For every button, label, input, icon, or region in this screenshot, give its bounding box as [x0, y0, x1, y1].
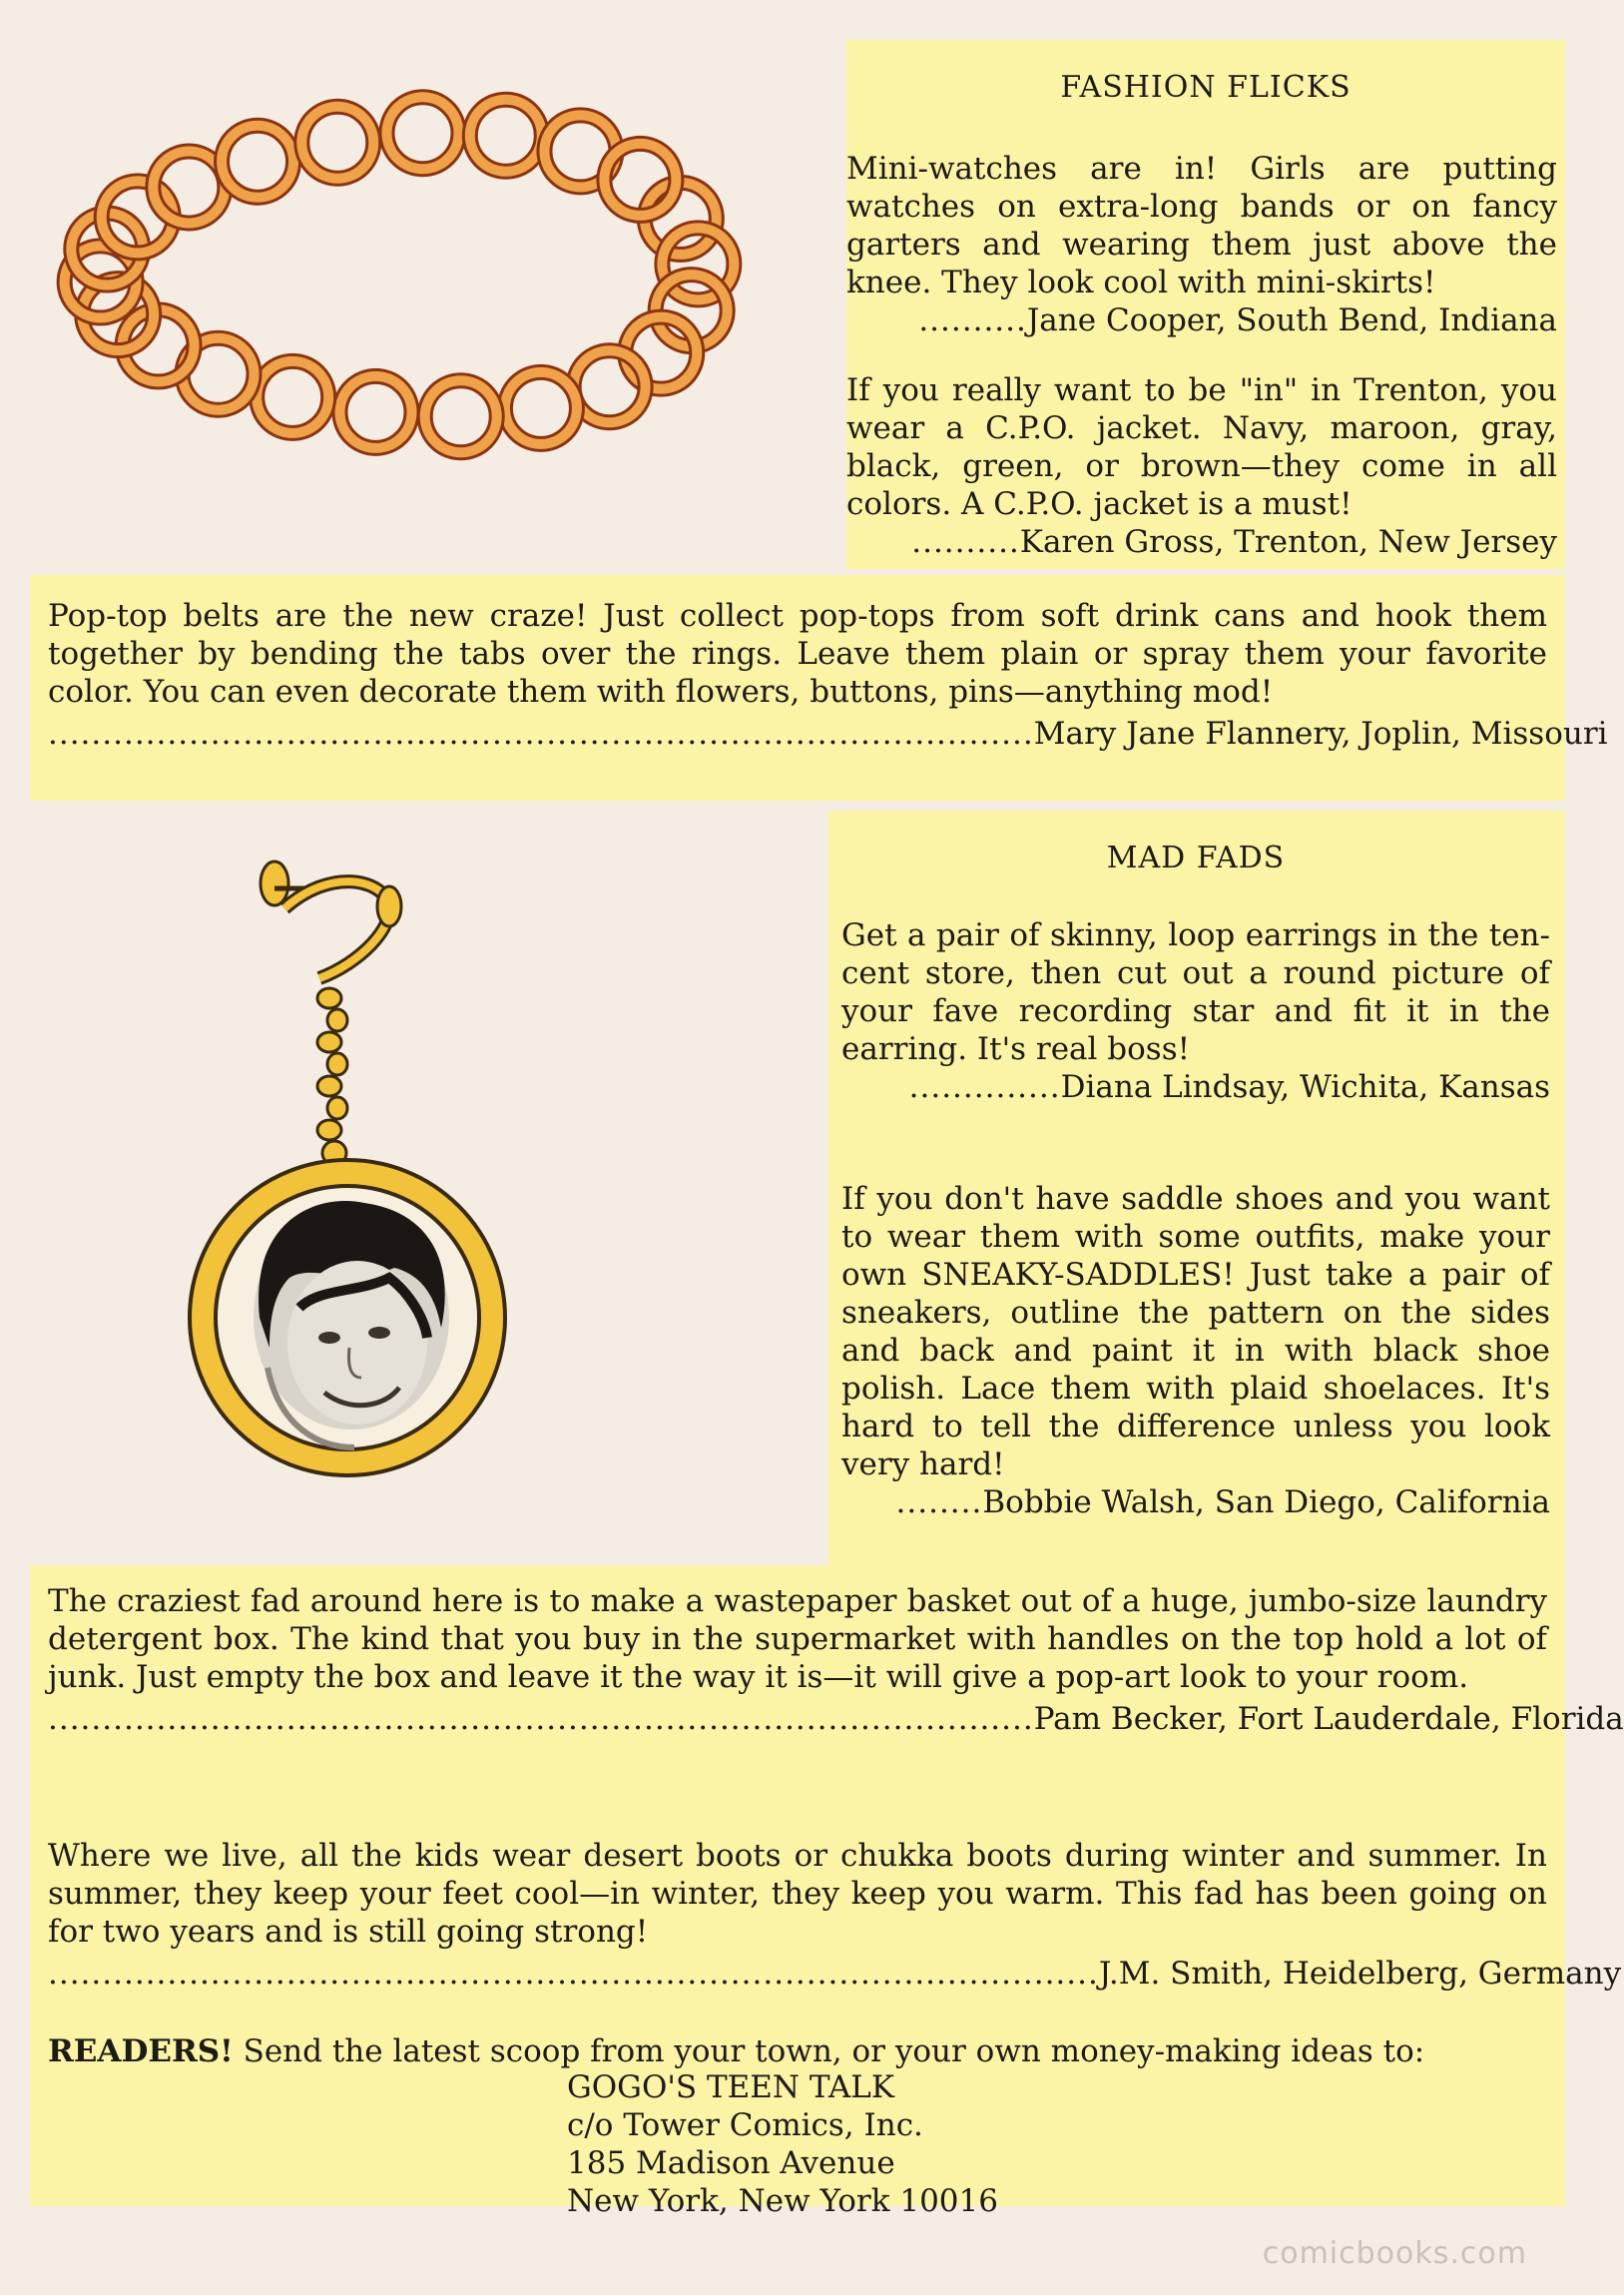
item-text: If you really want to be "in" in Trenton, you wear a C.P.O. jacket. Navy, maroon, gray, black, green, or brown—they come in all colors. A C.P.O. jacket is a must!: [846, 372, 1557, 522]
item-mini-watches: [846, 150, 1557, 339]
bracelet-link-fill: [257, 361, 328, 433]
item-sneaky-saddles: [841, 1180, 1550, 1521]
item-text: Where we live, all the kids wear desert boots or chukka boots during winter and summer. In summer, they keep your feet cool—in winter, they keep you warm. This fad has been going on for two years and is still going strong!: [48, 1838, 1547, 1950]
bracelet-link-fill: [222, 126, 293, 198]
item-signature: ........Bobbie Walsh, San Diego, California: [895, 1484, 1550, 1520]
item-signature: ...........................................................................................Mary Jane Flannery, Joplin, Missouri: [48, 716, 1608, 752]
address-line: GOGO'S TEEN TALK: [567, 2069, 894, 2105]
mailing-address: [567, 2068, 998, 2220]
bracelet-link-fill: [386, 97, 458, 169]
item-cpo-jacket: [846, 371, 1557, 561]
item-signature: ...........................................................................................Pam Becker, Fort Lauderdale, Florida: [48, 1701, 1624, 1737]
item-signature: .................................................................................................J.M. Smith, Heidelberg, Germany: [48, 1956, 1622, 1992]
heading-fashion-flicks: FASHION FLICKS: [1060, 70, 1352, 105]
address-line: c/o Tower Comics, Inc.: [567, 2107, 923, 2143]
bracelet-link-fill: [301, 107, 373, 179]
item-signature: ..........Karen Gross, Trenton, New Jersey: [911, 524, 1557, 560]
item-pop-top-belts: [48, 597, 1608, 753]
item-text: The craziest fad around here is to make a wastepaper basket out of a huge, jumbo-size laundry detergent box. The kind that you buy in the supermarket with handles on the top hold a lot of junk. Just empty the box and leave it the way it is—it will give a pop-art look to your room.: [48, 1583, 1547, 1695]
bracelet-link-fill: [505, 372, 577, 444]
bracelet-link-fill: [470, 100, 542, 172]
bracelet-link-fill: [340, 376, 412, 448]
item-text: Mini-watches are in! Girls are putting watches on extra-long bands or on fancy garters and wearing them just above the knee. They look cool with mini-skirts!: [846, 151, 1557, 300]
item-desert-boots: [48, 1837, 1622, 1993]
heading-mad-fads: MAD FADS: [1106, 841, 1286, 875]
item-wastepaper-basket: [48, 1582, 1624, 1738]
address-line: New York, New York 10016: [567, 2183, 998, 2219]
readers-lead: READERS!: [48, 2033, 234, 2069]
address-line: 185 Madison Avenue: [567, 2145, 895, 2181]
item-text: Get a pair of skinny, loop earrings in the ten-cent store, then cut out a round picture of your fave recording star and fit it in the earring. It's real boss!: [841, 917, 1550, 1067]
watermark: comicbooks.com: [1262, 2236, 1527, 2271]
readers-callout: [48, 2032, 1545, 2070]
bracelet-link-fill: [425, 380, 497, 452]
item-loop-earrings: [841, 916, 1550, 1106]
item-text: If you don't have saddle shoes and you want to wear them with some outfits, make your own SNEAKY-SADDLES! Just take a pair of sneakers, outline the pattern on the sides and back and paint it in with black shoe polish. Lace them with plaid shoelaces. It's hard to tell the difference unless you look very hard!: [841, 1181, 1550, 1482]
readers-text: Send the latest scoop from your town, or your own money-making ideas to:: [243, 2033, 1425, 2069]
item-text: Pop-top belts are the new craze! Just collect pop-tops from soft drink cans and hook them together by bending the tabs over the rings. Leave them plain or spray them your favorite color. You can even decorate them with flowers, buttons, pins—anything mod!: [48, 598, 1547, 710]
loop-earring-icon: [180, 849, 579, 1507]
chain-bracelet-icon: [60, 40, 759, 509]
item-signature: ..............Diana Lindsay, Wichita, Kansas: [908, 1069, 1550, 1105]
item-signature: ..........Jane Cooper, South Bend, Indiana: [918, 302, 1557, 338]
